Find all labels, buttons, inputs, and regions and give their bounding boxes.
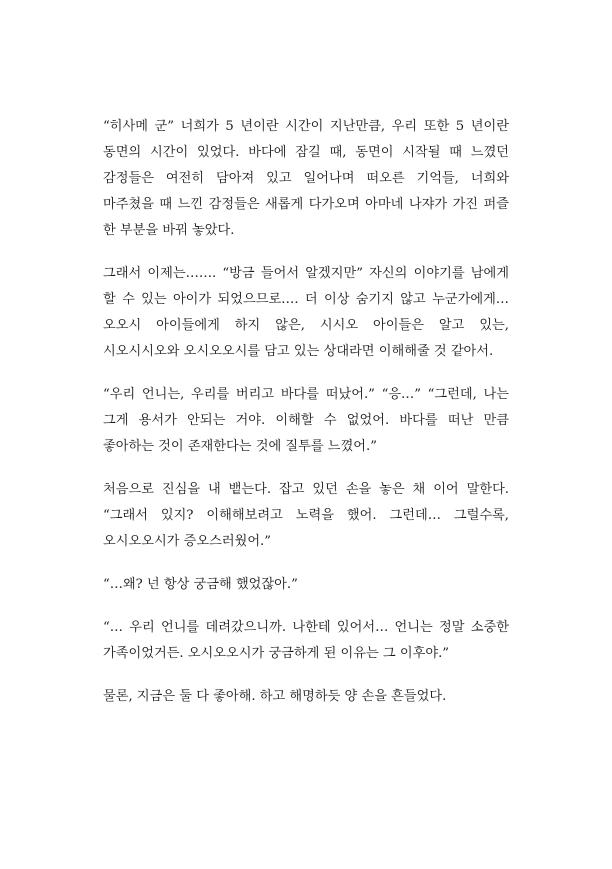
text-line: “우리 언니는, 우리를 버리고 바다를 떠났어.” “응…” “그런데, 나는	[103, 387, 509, 402]
text-line: 시오시시오와 오시오오시를 담고 있는 상대라면 이해해줄 것 같아서.	[103, 344, 494, 359]
text-line: “히사메 군” 너희가 5 년이란 시간이 지난만큼, 우리 또한 5 년이란	[103, 119, 509, 134]
text-line: 물론, 지금은 둘 다 좋아해. 하고 해명하듯 양 손을 흔들었다.	[103, 689, 447, 704]
text-line: 그게 용서가 안되는 거야. 이해할 수 없었어. 바다를 떠난 만큼	[103, 413, 509, 428]
text-line: 오시오오시가 증오스러웠어.”	[103, 534, 271, 549]
document-body	[103, 114, 509, 727]
text-line: 오오시 아이들에게 하지 않은, 시시오 아이들은 알고 있는,	[103, 318, 509, 333]
text-line: 좋아하는 것이 존재한다는 것에 질투를 느꼈어.”	[103, 439, 377, 454]
text-line: 그래서 이제는……. “방금 들어서 알겠지만” 자신의 이야기를 남에게	[103, 266, 509, 281]
text-line: 동면의 시간이 있었다. 바다에 잠길 때, 동면이 시작될 때 느꼈던	[103, 145, 509, 160]
text-line: “그래서 있지? 이해해보려고 노력을 했어. 그런데… 그럴수록,	[103, 508, 509, 523]
text-line: 할 수 있는 아이가 되었으므로…. 더 이상 숨기지 않고 누군가에게…	[103, 292, 509, 307]
text-line: “…왜? 넌 항상 궁금해 했었잖아.”	[103, 577, 298, 592]
paragraph	[103, 615, 509, 667]
paragraph	[103, 114, 509, 244]
text-line: 마주쳤을 때 느낀 감정들은 새롭게 다가오며 아마네 나쟈가 가진 퍼즐	[103, 197, 509, 212]
paragraph	[103, 477, 509, 555]
text-line: 한 부분을 바꿔 놓았다.	[103, 223, 235, 238]
paragraph	[103, 572, 509, 598]
paragraph	[103, 684, 509, 710]
text-line: 가족이었거든. 오시오오시가 궁금하게 된 이유는 그 이후야.”	[103, 646, 450, 661]
text-line: 처음으로 진심을 내 뱉는다. 잡고 있던 손을 놓은 채 이어 말한다.	[103, 482, 509, 497]
paragraph	[103, 382, 509, 460]
text-line: 감정들은 여전히 담아져 있고 일어나며 떠오른 기억들, 너희와	[103, 171, 509, 186]
paragraph	[103, 261, 509, 365]
text-line: “… 우리 언니를 데려갔으니까. 나한테 있어서… 언니는 정말 소중한	[103, 620, 509, 635]
